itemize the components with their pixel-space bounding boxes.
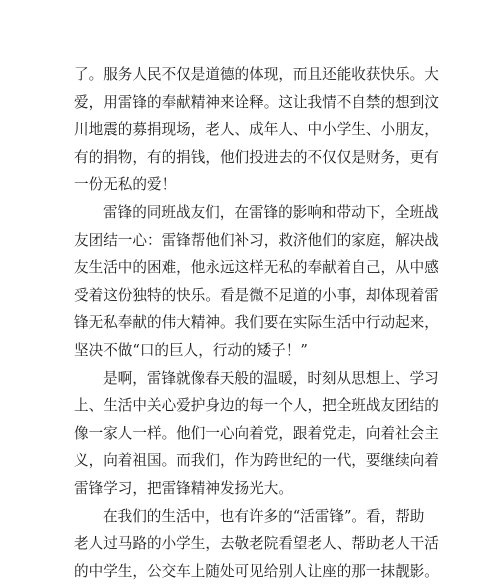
text-line: 川地震的募捐现场，老人、成年人、中小学生、小朋友，: [74, 116, 424, 144]
paragraph: [74, 61, 424, 199]
text-line: 义，向着祖国。而我们，作为跨世纪的一代，要继续向着: [74, 447, 424, 475]
text-line: 友生活中的困难，他永远这样无私的奉献着自己，从中感: [74, 254, 424, 282]
text-line: 雷锋的同班战友们，在雷锋的影响和带动下，全班战: [74, 199, 424, 227]
text-line: 坚决不做“口的巨人，行动的矮子！”: [74, 337, 424, 365]
text-line: 了。服务人民不仅是道德的体现，而且还能收获快乐。大: [74, 61, 424, 89]
paragraph: [74, 199, 424, 365]
text-line: 老人过马路的小学生，去敬老院看望老人、帮助老人干活: [74, 530, 424, 558]
paragraph: [74, 503, 424, 585]
paragraph: [74, 365, 424, 503]
text-line: 像一家人一样。他们一心向着党，跟着党走，向着社会主: [74, 420, 424, 448]
text-line: 友团结一心：雷锋帮他们补习，救济他们的家庭，解决战: [74, 227, 424, 255]
body-text: [74, 61, 424, 585]
text-line: 爱，用雷锋的奉献精神来诠释。这让我情不自禁的想到汶: [74, 89, 424, 117]
text-line: 是啊，雷锋就像春天般的温暖，时刻从思想上、学习: [74, 365, 424, 393]
text-line: 有的捐物，有的捐钱，他们投进去的不仅仅是财务，更有: [74, 144, 424, 172]
text-line: 锋无私奉献的伟大精神。我们要在实际生活中行动起来，: [74, 309, 424, 337]
text-line: 一份无私的爱！: [74, 171, 424, 199]
text-line: 雷锋学习，把雷锋精神发扬光大。: [74, 475, 424, 503]
text-line: 在我们的生活中，也有许多的“活雷锋”。看，帮助: [74, 503, 424, 531]
text-line: 的中学生，公交车上随处可见给别人让座的那一抹靓影。: [74, 558, 424, 585]
text-line: 上、生活中关心爱护身边的每一个人，把全班战友团结的: [74, 392, 424, 420]
text-line: 受着这份独特的快乐。看是微不足道的小事，却体现着雷: [74, 282, 424, 310]
